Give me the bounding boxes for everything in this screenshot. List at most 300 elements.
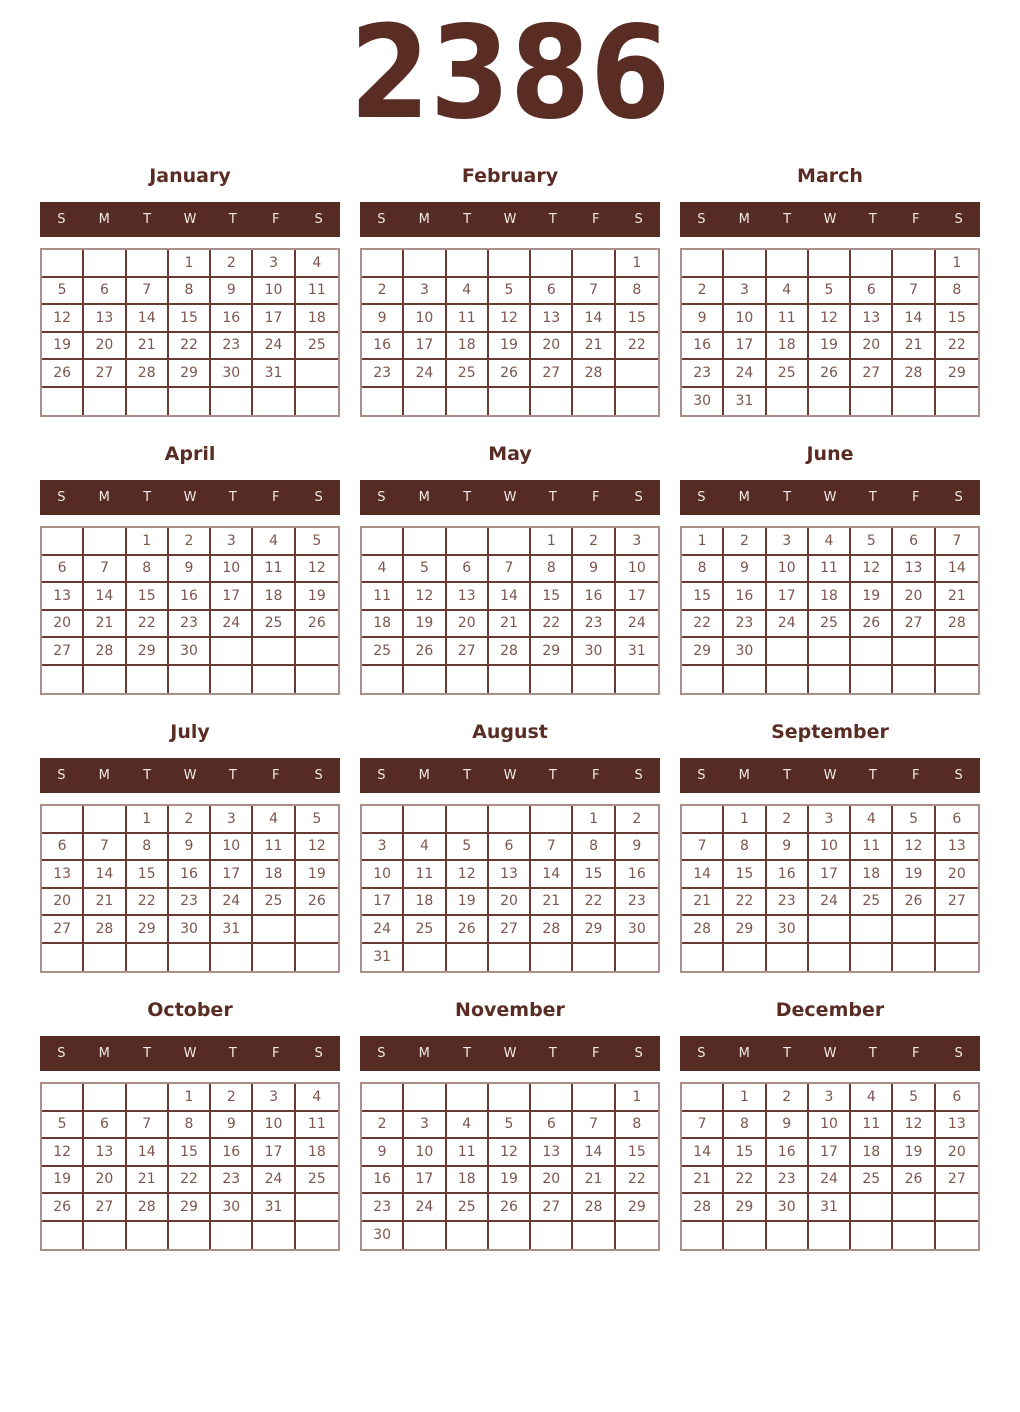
day-cell: 28: [682, 1194, 724, 1222]
day-cell: 1: [724, 1084, 766, 1112]
day-cell: 18: [404, 889, 446, 917]
empty-day-cell: [296, 1194, 338, 1222]
month-calendar: [360, 440, 660, 695]
day-cell: 13: [531, 1139, 573, 1167]
day-cell: 29: [169, 1194, 211, 1222]
day-cell: 11: [851, 1112, 893, 1140]
weekday-label: W: [823, 212, 837, 227]
day-cell: 24: [404, 360, 446, 388]
day-cell: 8: [169, 1112, 211, 1140]
day-cell: 13: [936, 834, 978, 862]
weekday-header-row: [360, 202, 660, 237]
day-cell: 7: [489, 556, 531, 584]
day-cell: 3: [809, 806, 851, 834]
day-cell: 25: [809, 611, 851, 639]
empty-day-cell: [809, 666, 851, 694]
day-cell: 20: [936, 1139, 978, 1167]
empty-day-cell: [169, 666, 211, 694]
empty-day-cell: [936, 388, 978, 416]
empty-day-cell: [682, 666, 724, 694]
day-cell: 23: [767, 1167, 809, 1195]
weekday-label: S: [57, 1046, 66, 1061]
day-cell: 26: [42, 1194, 84, 1222]
day-cell: 15: [127, 861, 169, 889]
weekday-label: F: [271, 768, 280, 783]
empty-day-cell: [127, 250, 169, 278]
day-cell: 28: [936, 611, 978, 639]
day-cell: 18: [296, 1139, 338, 1167]
day-cell: 14: [127, 305, 169, 333]
empty-day-cell: [573, 944, 615, 972]
empty-day-cell: [127, 1084, 169, 1112]
empty-day-cell: [893, 916, 935, 944]
empty-day-cell: [127, 388, 169, 416]
empty-day-cell: [253, 638, 295, 666]
day-cell: 21: [682, 1167, 724, 1195]
day-cell: 10: [253, 1112, 295, 1140]
day-cell: 22: [169, 1167, 211, 1195]
month-title: July: [170, 721, 210, 743]
day-cell: 3: [362, 834, 404, 862]
day-cell: 24: [616, 611, 658, 639]
day-cell: 28: [573, 360, 615, 388]
weekday-label: F: [591, 1046, 600, 1061]
weekday-label: F: [591, 490, 600, 505]
day-cell: 10: [809, 834, 851, 862]
day-cell: 18: [362, 611, 404, 639]
day-cell: 26: [893, 1167, 935, 1195]
empty-day-cell: [682, 944, 724, 972]
empty-day-cell: [767, 1222, 809, 1250]
day-cell: 22: [127, 611, 169, 639]
month-calendar: [40, 162, 340, 417]
day-cell: 14: [682, 1139, 724, 1167]
day-cell: 3: [724, 278, 766, 306]
empty-day-cell: [851, 944, 893, 972]
weekday-label: W: [823, 1046, 837, 1061]
day-cell: 17: [211, 583, 253, 611]
day-cell: 2: [767, 1084, 809, 1112]
day-cell: 13: [84, 305, 126, 333]
day-cell: 21: [127, 333, 169, 361]
month-title: September: [771, 721, 889, 743]
day-cell: 21: [84, 611, 126, 639]
day-cell: 6: [447, 556, 489, 584]
day-cell: 11: [447, 1139, 489, 1167]
day-cell: 11: [296, 278, 338, 306]
weekday-label: S: [954, 212, 963, 227]
day-cell: 1: [169, 250, 211, 278]
day-cell: 3: [404, 1112, 446, 1140]
weekday-label: S: [314, 1046, 323, 1061]
day-cell: 19: [809, 333, 851, 361]
empty-day-cell: [936, 666, 978, 694]
day-cell: 19: [296, 861, 338, 889]
day-cell: 19: [42, 1167, 84, 1195]
weekday-label: S: [954, 490, 963, 505]
day-cell: 14: [573, 305, 615, 333]
day-cell: 4: [253, 528, 295, 556]
day-cell: 10: [404, 305, 446, 333]
empty-day-cell: [489, 1084, 531, 1112]
day-cell: 9: [211, 1112, 253, 1140]
empty-day-cell: [573, 388, 615, 416]
empty-day-cell: [809, 388, 851, 416]
day-cell: 31: [362, 944, 404, 972]
day-cell: 23: [362, 1194, 404, 1222]
day-cell: 13: [851, 305, 893, 333]
weekday-label: S: [314, 490, 323, 505]
day-cell: 26: [489, 360, 531, 388]
weekday-header-row: [680, 202, 980, 237]
day-cell: 22: [169, 333, 211, 361]
day-cell: 8: [724, 1112, 766, 1140]
day-cell: 29: [724, 1194, 766, 1222]
weekday-label: T: [143, 490, 152, 505]
empty-day-cell: [127, 944, 169, 972]
day-cell: 12: [489, 305, 531, 333]
weekday-label: W: [503, 768, 517, 783]
empty-day-cell: [362, 528, 404, 556]
day-cell: 8: [936, 278, 978, 306]
weekday-label: S: [634, 768, 643, 783]
day-cell: 16: [724, 583, 766, 611]
empty-day-cell: [253, 1222, 295, 1250]
empty-day-cell: [42, 944, 84, 972]
day-cell: 30: [767, 916, 809, 944]
day-cell: 26: [42, 360, 84, 388]
weekday-label: T: [868, 768, 877, 783]
weekday-label: F: [911, 490, 920, 505]
day-cell: 29: [127, 638, 169, 666]
weekday-label: T: [548, 768, 557, 783]
weekday-label: W: [503, 490, 517, 505]
day-cell: 18: [296, 305, 338, 333]
day-cell: 14: [936, 556, 978, 584]
day-cell: 14: [489, 583, 531, 611]
day-cell: 29: [724, 916, 766, 944]
day-cell: 10: [809, 1112, 851, 1140]
day-cell: 14: [531, 861, 573, 889]
day-cell: 23: [573, 611, 615, 639]
day-cell: 9: [724, 556, 766, 584]
weekday-label: T: [463, 490, 472, 505]
empty-day-cell: [253, 666, 295, 694]
month-title: March: [797, 165, 863, 187]
empty-day-cell: [767, 944, 809, 972]
month-calendar: [680, 162, 980, 417]
day-cell: 2: [362, 278, 404, 306]
day-cell: 12: [489, 1139, 531, 1167]
empty-day-cell: [362, 388, 404, 416]
empty-day-cell: [404, 250, 446, 278]
day-cell: 28: [127, 360, 169, 388]
empty-day-cell: [296, 666, 338, 694]
day-cell: 3: [211, 528, 253, 556]
day-cell: 10: [724, 305, 766, 333]
empty-day-cell: [893, 1194, 935, 1222]
empty-day-cell: [84, 1222, 126, 1250]
empty-day-cell: [211, 944, 253, 972]
day-cell: 2: [682, 278, 724, 306]
day-cell: 12: [404, 583, 446, 611]
weekday-label: W: [183, 768, 197, 783]
weekday-header-row: [40, 202, 340, 237]
day-cell: 10: [362, 861, 404, 889]
weekday-label: S: [634, 490, 643, 505]
weekday-label: S: [314, 768, 323, 783]
empty-day-cell: [253, 916, 295, 944]
day-cell: 4: [296, 1084, 338, 1112]
empty-day-cell: [573, 666, 615, 694]
day-cell: 20: [447, 611, 489, 639]
day-cell: 23: [211, 1167, 253, 1195]
weekday-label: S: [697, 212, 706, 227]
day-cell: 27: [84, 1194, 126, 1222]
day-cell: 29: [169, 360, 211, 388]
empty-day-cell: [362, 806, 404, 834]
day-cell: 30: [211, 360, 253, 388]
day-cell: 20: [489, 889, 531, 917]
day-cell: 16: [211, 305, 253, 333]
day-cell: 15: [616, 305, 658, 333]
day-cell: 17: [809, 1139, 851, 1167]
weekday-label: W: [183, 1046, 197, 1061]
empty-day-cell: [489, 1222, 531, 1250]
day-cell: 24: [809, 889, 851, 917]
day-cell: 11: [404, 861, 446, 889]
weekday-label: T: [228, 212, 237, 227]
day-cell: 19: [296, 583, 338, 611]
day-cell: 1: [724, 806, 766, 834]
day-cell: 30: [211, 1194, 253, 1222]
day-cell: 4: [851, 1084, 893, 1112]
day-cell: 4: [809, 528, 851, 556]
weekday-label: W: [503, 1046, 517, 1061]
weekday-header-row: [40, 480, 340, 515]
weekday-label: S: [697, 490, 706, 505]
day-cell: 4: [362, 556, 404, 584]
day-cell: 18: [447, 333, 489, 361]
empty-day-cell: [211, 388, 253, 416]
day-cell: 17: [404, 1167, 446, 1195]
day-cell: 21: [489, 611, 531, 639]
days-grid: [40, 248, 340, 417]
day-cell: 12: [893, 834, 935, 862]
day-cell: 30: [767, 1194, 809, 1222]
day-cell: 5: [447, 834, 489, 862]
empty-day-cell: [404, 528, 446, 556]
day-cell: 1: [936, 250, 978, 278]
day-cell: 18: [253, 583, 295, 611]
empty-day-cell: [362, 666, 404, 694]
day-cell: 19: [404, 611, 446, 639]
day-cell: 12: [42, 1139, 84, 1167]
day-cell: 31: [724, 388, 766, 416]
day-cell: 4: [447, 1112, 489, 1140]
weekday-label: T: [463, 1046, 472, 1061]
weekday-label: M: [98, 490, 110, 505]
empty-day-cell: [767, 638, 809, 666]
empty-day-cell: [531, 944, 573, 972]
day-cell: 19: [489, 333, 531, 361]
day-cell: 5: [893, 1084, 935, 1112]
empty-day-cell: [531, 1222, 573, 1250]
day-cell: 13: [84, 1139, 126, 1167]
weekday-label: S: [377, 212, 386, 227]
empty-day-cell: [447, 528, 489, 556]
day-cell: 17: [362, 889, 404, 917]
day-cell: 12: [42, 305, 84, 333]
month-title: April: [164, 443, 216, 465]
empty-day-cell: [893, 388, 935, 416]
day-cell: 18: [767, 333, 809, 361]
day-cell: 11: [767, 305, 809, 333]
empty-day-cell: [767, 250, 809, 278]
day-cell: 23: [169, 611, 211, 639]
empty-day-cell: [296, 944, 338, 972]
day-cell: 9: [573, 556, 615, 584]
day-cell: 23: [211, 333, 253, 361]
day-cell: 20: [42, 889, 84, 917]
empty-day-cell: [169, 388, 211, 416]
day-cell: 4: [253, 806, 295, 834]
day-cell: 8: [127, 834, 169, 862]
days-grid: [360, 526, 660, 695]
empty-day-cell: [489, 388, 531, 416]
weekday-label: M: [418, 768, 430, 783]
day-cell: 2: [362, 1112, 404, 1140]
empty-day-cell: [851, 666, 893, 694]
day-cell: 27: [851, 360, 893, 388]
day-cell: 13: [42, 583, 84, 611]
day-cell: 7: [127, 1112, 169, 1140]
day-cell: 22: [724, 889, 766, 917]
empty-day-cell: [936, 1194, 978, 1222]
day-cell: 9: [211, 278, 253, 306]
day-cell: 21: [573, 333, 615, 361]
empty-day-cell: [893, 638, 935, 666]
empty-day-cell: [42, 528, 84, 556]
day-cell: 16: [573, 583, 615, 611]
day-cell: 13: [936, 1112, 978, 1140]
days-grid: [360, 1082, 660, 1251]
weekday-label: S: [697, 768, 706, 783]
empty-day-cell: [851, 916, 893, 944]
day-cell: 6: [531, 1112, 573, 1140]
weekday-label: T: [783, 1046, 792, 1061]
day-cell: 24: [253, 333, 295, 361]
day-cell: 15: [573, 861, 615, 889]
empty-day-cell: [531, 250, 573, 278]
day-cell: 12: [809, 305, 851, 333]
day-cell: 12: [296, 556, 338, 584]
empty-day-cell: [211, 638, 253, 666]
weekday-label: W: [183, 490, 197, 505]
day-cell: 23: [616, 889, 658, 917]
empty-day-cell: [362, 250, 404, 278]
day-cell: 2: [767, 806, 809, 834]
day-cell: 8: [682, 556, 724, 584]
weekday-header-row: [680, 758, 980, 793]
day-cell: 9: [616, 834, 658, 862]
day-cell: 7: [682, 1112, 724, 1140]
days-grid: [40, 526, 340, 695]
day-cell: 1: [573, 806, 615, 834]
day-cell: 25: [362, 638, 404, 666]
day-cell: 25: [253, 889, 295, 917]
month-calendar: [680, 440, 980, 695]
day-cell: 21: [893, 333, 935, 361]
day-cell: 18: [851, 1139, 893, 1167]
empty-day-cell: [404, 1084, 446, 1112]
day-cell: 25: [767, 360, 809, 388]
empty-day-cell: [84, 806, 126, 834]
day-cell: 5: [404, 556, 446, 584]
empty-day-cell: [767, 388, 809, 416]
day-cell: 25: [404, 916, 446, 944]
day-cell: 30: [169, 638, 211, 666]
weekday-label: F: [911, 1046, 920, 1061]
days-grid: [360, 804, 660, 973]
days-grid: [680, 804, 980, 973]
day-cell: 30: [169, 916, 211, 944]
day-cell: 6: [893, 528, 935, 556]
empty-day-cell: [893, 666, 935, 694]
day-cell: 16: [767, 861, 809, 889]
day-cell: 26: [851, 611, 893, 639]
month-title: June: [806, 443, 854, 465]
day-cell: 22: [724, 1167, 766, 1195]
day-cell: 2: [169, 528, 211, 556]
day-cell: 5: [42, 1112, 84, 1140]
month-calendar: [360, 996, 660, 1251]
empty-day-cell: [296, 388, 338, 416]
day-cell: 1: [127, 528, 169, 556]
weekday-label: T: [868, 1046, 877, 1061]
day-cell: 31: [809, 1194, 851, 1222]
empty-day-cell: [936, 916, 978, 944]
day-cell: 30: [682, 388, 724, 416]
day-cell: 16: [767, 1139, 809, 1167]
day-cell: 1: [616, 1084, 658, 1112]
day-cell: 13: [893, 556, 935, 584]
day-cell: 30: [362, 1222, 404, 1250]
weekday-label: F: [271, 490, 280, 505]
month-title: January: [149, 165, 231, 187]
day-cell: 20: [84, 1167, 126, 1195]
day-cell: 2: [573, 528, 615, 556]
empty-day-cell: [404, 1222, 446, 1250]
day-cell: 8: [169, 278, 211, 306]
day-cell: 20: [42, 611, 84, 639]
months-grid: [40, 162, 980, 1251]
day-cell: 24: [211, 889, 253, 917]
day-cell: 16: [211, 1139, 253, 1167]
weekday-label: S: [57, 768, 66, 783]
day-cell: 27: [893, 611, 935, 639]
day-cell: 25: [296, 1167, 338, 1195]
day-cell: 25: [851, 889, 893, 917]
day-cell: 21: [127, 1167, 169, 1195]
day-cell: 4: [296, 250, 338, 278]
day-cell: 24: [767, 611, 809, 639]
day-cell: 10: [253, 278, 295, 306]
weekday-label: S: [57, 490, 66, 505]
day-cell: 14: [573, 1139, 615, 1167]
day-cell: 27: [936, 889, 978, 917]
day-cell: 24: [404, 1194, 446, 1222]
